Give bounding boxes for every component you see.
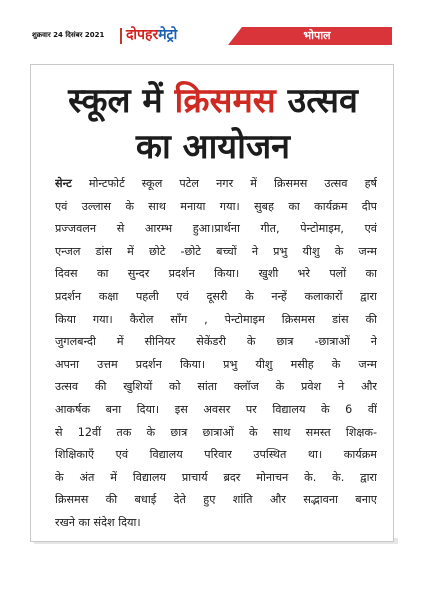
article-lead-word: सेन्ट bbox=[55, 177, 72, 190]
body-line: क्रिसमस की बधाई देते हुए शांति और सद्भावना बनाए bbox=[55, 493, 377, 507]
body-line: दिवस का सुन्दर प्रदर्शन किया। खुशी भरे पलों का bbox=[55, 267, 377, 281]
article-body bbox=[55, 173, 377, 535]
body-line: जुगलबन्दी में सीनियर सेकेंडरी के छात्र -छात्राओं ने bbox=[55, 335, 377, 349]
headline-line-2: का आयोजन bbox=[135, 127, 291, 167]
body-line: एन्जल डांस में छोटे -छोटे बच्चों ने प्रभु यीशु के जन्म bbox=[55, 244, 377, 258]
body-line: शिक्षिकाएँ एवं विद्यालय परिवार उपस्थित था। कार्यक्रम bbox=[55, 448, 377, 462]
news-clipping bbox=[30, 64, 394, 542]
newspaper-masthead bbox=[32, 26, 392, 48]
body-line: प्रज्जवलन से आरम्भ हुआ।प्रार्थना गीत, पेन्टोमाइम, एवं bbox=[55, 222, 377, 236]
body-line-text: मोन्टफोर्ट स्कूल पटेल नगर में क्रिसमस उत्सव हर्ष bbox=[88, 177, 377, 190]
body-line: किया गया। कैरोल साँग , पेन्टोमाइम क्रिसमस डांस की bbox=[55, 312, 377, 326]
headline-part-christmas: क्रिसमस bbox=[174, 81, 276, 121]
issue-date: शुक्रवार 24 दिसंबर 2021 bbox=[32, 31, 105, 39]
masthead-wedge-shape bbox=[228, 27, 242, 45]
body-line: अपना उत्तम प्रदर्शन किया। प्रभु यीशु मसीह के जन्म bbox=[55, 357, 377, 371]
newspaper-logo bbox=[126, 26, 177, 44]
headline-part-festival: उत्सव bbox=[287, 81, 358, 121]
masthead-divider bbox=[120, 28, 122, 44]
body-line bbox=[55, 173, 377, 196]
headline-part-school: स्कूल में bbox=[68, 81, 163, 121]
body-line: के अंत में विद्यालय प्राचार्य ब्रदर मोनाचन के. के. द्वारा bbox=[55, 470, 377, 484]
body-line: से 12वीं तक के छात्र छात्राओं के साथ समस्त शिक्षक- bbox=[55, 425, 377, 439]
headline-line-1 bbox=[31, 79, 395, 123]
city-name: भोपाल bbox=[303, 29, 331, 42]
body-line: रखने का संदेश दिया। bbox=[55, 515, 141, 529]
logo-text-part2: मेट्रो bbox=[158, 27, 178, 43]
body-line: उत्सव की खुशियों को सांता क्लॉज के प्रवेश ने और bbox=[55, 380, 377, 394]
body-line: एवं उल्लास के साथ मनाया गया। सुबह का कार्यक्रम दीप bbox=[55, 199, 377, 213]
logo-text-part1: दोपहर bbox=[126, 27, 159, 43]
body-line: प्रदर्शन कक्षा पहली एवं दूसरी के नन्हें कलाकारों द्वारा bbox=[55, 289, 377, 303]
body-line: आकर्षक बना दिया। इस अवसर पर विद्यालय के 6 वीं bbox=[55, 402, 377, 416]
